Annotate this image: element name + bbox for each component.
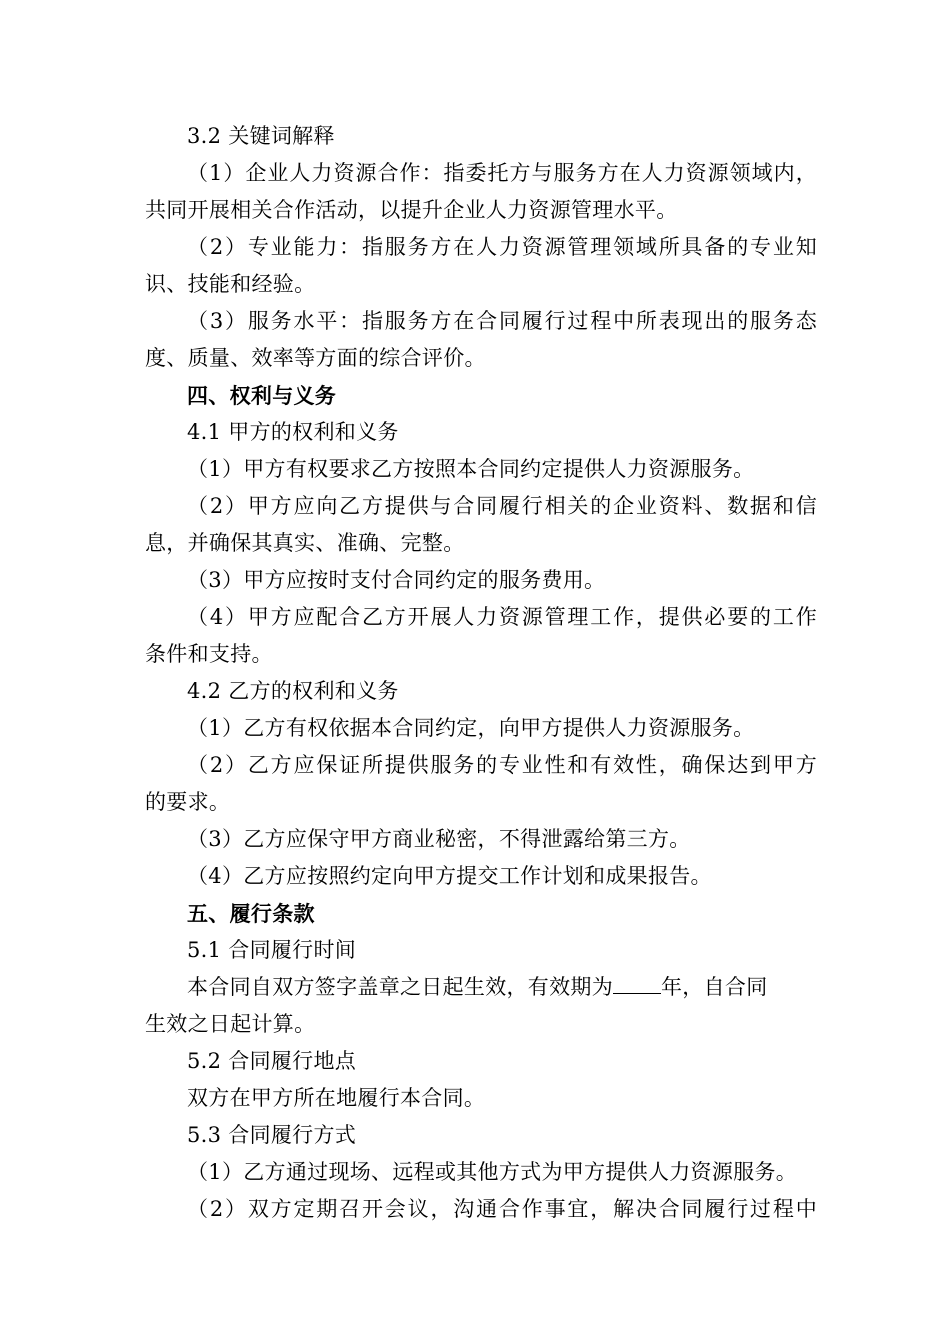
text-line: 5.2 合同履行地点: [187, 1049, 357, 1073]
text-line: 生效之日起计算。: [145, 1012, 316, 1036]
text-line: （1）甲方有权要求乙方按照本合同约定提供人力资源服务。: [187, 457, 755, 481]
text-line: 5.3 合同履行方式: [187, 1123, 357, 1147]
text-line: 4.2 乙方的权利和义务: [187, 679, 399, 703]
text-line: （1）乙方通过现场、远程或其他方式为甲方提供人力资源服务。: [187, 1160, 798, 1184]
text-line: 5.1 合同履行时间: [187, 938, 357, 962]
fill-in-blank: [613, 975, 661, 994]
document-body: [145, 118, 817, 1228]
text-line: （2）甲方应向乙方提供与合同履行相关的企业资料、数据和信: [187, 494, 817, 518]
text-line: 的要求。: [145, 790, 231, 814]
text-line: （2）双方定期召开会议，沟通合作事宜，解决合同履行过程中: [187, 1197, 817, 1221]
text-line: （3）乙方应保守甲方商业秘密，不得泄露给第三方。: [187, 827, 691, 851]
text-line: （2）乙方应保证所提供服务的专业性和有效性，确保达到甲方: [187, 753, 817, 777]
section-heading: 四、权利与义务: [187, 383, 337, 408]
text-line: 双方在甲方所在地履行本合同。: [187, 1086, 486, 1110]
text-line: [145, 969, 817, 1006]
text-segment: 年，自合同: [661, 975, 768, 999]
text-line: （2）专业能力：指服务方在人力资源管理领域所具备的专业知: [187, 235, 817, 259]
text-line: 4.1 甲方的权利和义务: [187, 420, 399, 444]
text-line: 共同开展相关合作活动，以提升企业人力资源管理水平。: [145, 198, 678, 222]
text-line: 息，并确保其真实、准确、完整。: [145, 531, 465, 555]
text-segment: 本合同自双方签字盖章之日起生效，有效期为: [187, 975, 613, 999]
section-heading: 五、履行条款: [187, 901, 315, 926]
text-line: （4）乙方应按照约定向甲方提交工作计划和成果报告。: [187, 864, 712, 888]
text-line: （3）甲方应按时支付合同约定的服务费用。: [187, 568, 606, 592]
text-line: 3.2 关键词解释: [187, 124, 335, 148]
text-line: 条件和支持。: [145, 642, 273, 666]
text-line: 度、质量、效率等方面的综合评价。: [145, 346, 486, 370]
text-line: （1）企业人力资源合作：指委托方与服务方在人力资源领域内，: [187, 161, 817, 185]
text-line: （1）乙方有权依据本合同约定，向甲方提供人力资源服务。: [187, 716, 755, 740]
text-line: （3）服务水平：指服务方在合同履行过程中所表现出的服务态: [187, 309, 817, 333]
text-line: （4）甲方应配合乙方开展人力资源管理工作，提供必要的工作: [187, 605, 817, 629]
text-line: 识、技能和经验。: [145, 272, 316, 296]
